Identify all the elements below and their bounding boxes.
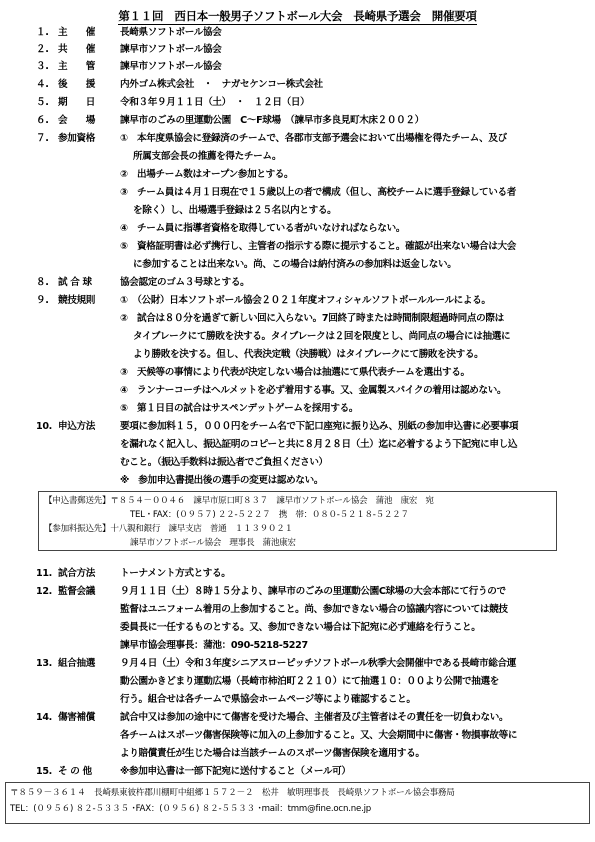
s12-line: 委員長に一任するものとする。又、参加できない場合は下記宛に必ず連絡を行うこと。 <box>120 622 481 633</box>
section-label: 後 援 <box>58 79 95 90</box>
s10-line: ※ 参加申込書提出後の選手の変更は認めない。 <box>120 475 324 486</box>
section-label: そ の 他 <box>58 766 92 777</box>
s7-line: ⑤ 資格証明書は必ず携行し、主管者の指示する際に提示すること。確認が出来ない場合は大会 <box>120 241 517 252</box>
section-number: ３. <box>36 61 49 72</box>
section-label: 傷害補償 <box>58 712 95 723</box>
document-title <box>0 8 595 24</box>
section-text: ９月１１日（土）８時１５分より、諫早市のごみの里運動公園C球場の大会本部にて行うので <box>120 586 506 597</box>
section-number: 15. <box>36 766 52 777</box>
s7-line: を除く）し、出場選手登録は２５名以内とする。 <box>133 205 337 216</box>
section-label: 監督会議 <box>58 586 95 597</box>
footer-contact: TEL：(０９５６) ８２-５３３５ ･FAX：(０９５６) ８２-５５３３ ･mail：tmm@fine.ocn.ne.jp <box>10 804 372 814</box>
section-text: 協会認定のゴム３号球とする。 <box>120 277 250 288</box>
s13-line: 行う。組合せは各チームで県協会ホームページ等により確認すること。 <box>120 694 416 705</box>
section-text: トーナメント方式とする。 <box>120 568 231 579</box>
section-label: 共 催 <box>58 44 95 55</box>
footer-address: 〒８５９－３６１４ 長崎県東彼杵郡川棚町中組郷１５７２－２ 松井 敏明理事長 長崎県ソフトボール協会事務局 <box>10 788 455 798</box>
section-label: 申込方法 <box>58 421 95 432</box>
section-text: 諫早市のごみの里運動公園 C～F球場 （諫早市多良見町木床２００２） <box>120 115 424 126</box>
section-number: ７. <box>36 133 49 144</box>
s10-line: むこと。（振込手数料は振込者でご負担ください） <box>120 457 328 468</box>
section-number: 14. <box>36 712 52 723</box>
section-number: ９. <box>36 295 49 306</box>
section-text: ① 本年度県協会に登録済のチームで、各郡市支部予選会において出場権を得たチーム、及び <box>120 133 507 144</box>
section-text: 内外ゴム株式会社 ・ ナガセケンコー株式会社 <box>120 79 323 90</box>
section-label: 試 合 球 <box>58 277 92 288</box>
section-number: ６. <box>36 115 49 126</box>
section-label: 競技規則 <box>58 295 95 306</box>
s9-line: ④ ランナーコーチはヘルメットを必ず着用する事。又、金属製スパイクの着用は認めない。 <box>120 385 507 396</box>
section-text: 令和３年９月１１日（土） ・ １２日（日） <box>120 97 310 108</box>
section-text: 長崎県ソフトボール協会 <box>120 27 222 38</box>
s9-line: ⑤ 第１日目の試合はサスペンデットゲームを採用する。 <box>120 403 359 414</box>
section-label: 試合方法 <box>58 568 95 579</box>
box-line: 【申込書郵送先】〒８５４－００４６ 諫早市原口町８３７ 諫早市ソフトボール協会 蒲池 康宏 宛 <box>44 496 434 506</box>
section-label: 会 場 <box>58 115 95 126</box>
section-number: １. <box>36 27 49 38</box>
section-text: ※参加申込書は一部下記宛に送付すること（メール可） <box>120 766 351 777</box>
title-text: 第１１回 西日本一般男子ソフトボール大会 長崎県予選会 開催要項 <box>118 9 477 23</box>
s10-line: を漏れなく記入し、振込証明のコピーと共に８月２８日（土）迄に必着するよう下記宛に申し込 <box>120 439 518 450</box>
section-number: 13. <box>36 658 52 669</box>
s9-line: ② 試合は８０分を過ぎて新しい回に入らない。7回終了時または時間制限超過時同点の際は <box>120 313 504 324</box>
s9-line: ③ 天候等の事情により代表が決定しない場合は抽選にて県代表チームを選出する。 <box>120 367 470 378</box>
section-label: 主 催 <box>58 27 95 38</box>
section-text: ９月４日（土）令和３年度シニアスローピッチソフトボール秋季大会開催中である長崎市総合運 <box>120 658 516 669</box>
section-number: ４. <box>36 79 49 90</box>
section-number: 10. <box>36 421 52 432</box>
s7-line: 所属支部会長の推薦を得たチーム。 <box>133 151 282 162</box>
s12-line: 諫早市協会理事長：蒲池：090-5218-5227 <box>120 640 308 651</box>
section-label: 参加資格 <box>58 133 95 144</box>
s7-line: ③ チーム員は４月１日現在で１５歳以上の者で構成（但し、高校チームに選手登録している者 <box>120 187 517 198</box>
s9-line: より勝敗を決する。但し、代表決定戦（決勝戦）はタイブレークにて勝敗を決する。 <box>133 349 484 360</box>
section-number: 11. <box>36 568 52 579</box>
s7-line: に参加することは出来ない。尚、この場合は納付済みの参加料は返金しない。 <box>133 259 457 270</box>
s9-line: タイブレークにて勝敗を決する。タイブレークは２回を限度とし、尚同点の場合には抽選に <box>133 331 511 342</box>
s14-line: より賠償責任が生じた場合は当該チームのスポーツ傷害保険を適用する。 <box>120 748 425 759</box>
box-line: TEL・FAX：(０９５７) ２２-５２２７ 携 帯：０８０-５２１８-５２２７ <box>130 510 409 520</box>
section-text: 諫早市ソフトボール協会 <box>120 44 222 55</box>
box-line: 諫早市ソフトボール協会 理事長 蒲池康宏 <box>130 538 296 548</box>
section-number: ２. <box>36 44 49 55</box>
section-text: 試合中又は参加の途中にて傷害を受けた場合、主催者及び主管者はその責任を一切負わない。 <box>120 712 509 723</box>
s7-line: ② 出場チーム数はオープン参加とする。 <box>120 169 294 180</box>
section-text: ① （公財）日本ソフトボール協会２０２１年度オフィシャルソフトボールルールによる。 <box>120 295 491 306</box>
s14-line: 各チームはスポーツ傷害保険等に加入の上参加すること。又、大会期間中に傷害・物損事故等に <box>120 730 518 741</box>
section-text: 要項に参加料１５，０００円をチーム名で下記口座宛に振り込み、別紙の参加申込書に必要事項 <box>120 421 519 432</box>
section-number: ５. <box>36 97 49 108</box>
section-label: 組合抽選 <box>58 658 95 669</box>
box-line: 【参加料振込先】十八親和銀行 諫早支店 普通 １１３９０２１ <box>44 524 293 534</box>
s12-line: 監督はユニフォーム着用の上参加すること。尚、参加できない場合の協議内容については競技 <box>120 604 508 615</box>
section-number: 12. <box>36 586 52 597</box>
section-number: ８. <box>36 277 49 288</box>
s7-line: ④ チーム員に指導者資格を取得している者がいなければならない。 <box>120 223 406 234</box>
section-text: 諫早市ソフトボール協会 <box>120 61 222 72</box>
s13-line: 動公園かきどまり運動広場（長崎市柿泊町２２１０）にて抽選１０：００より公開で抽選を <box>120 676 499 687</box>
section-label: 期 日 <box>58 97 95 108</box>
section-label: 主 管 <box>58 61 95 72</box>
